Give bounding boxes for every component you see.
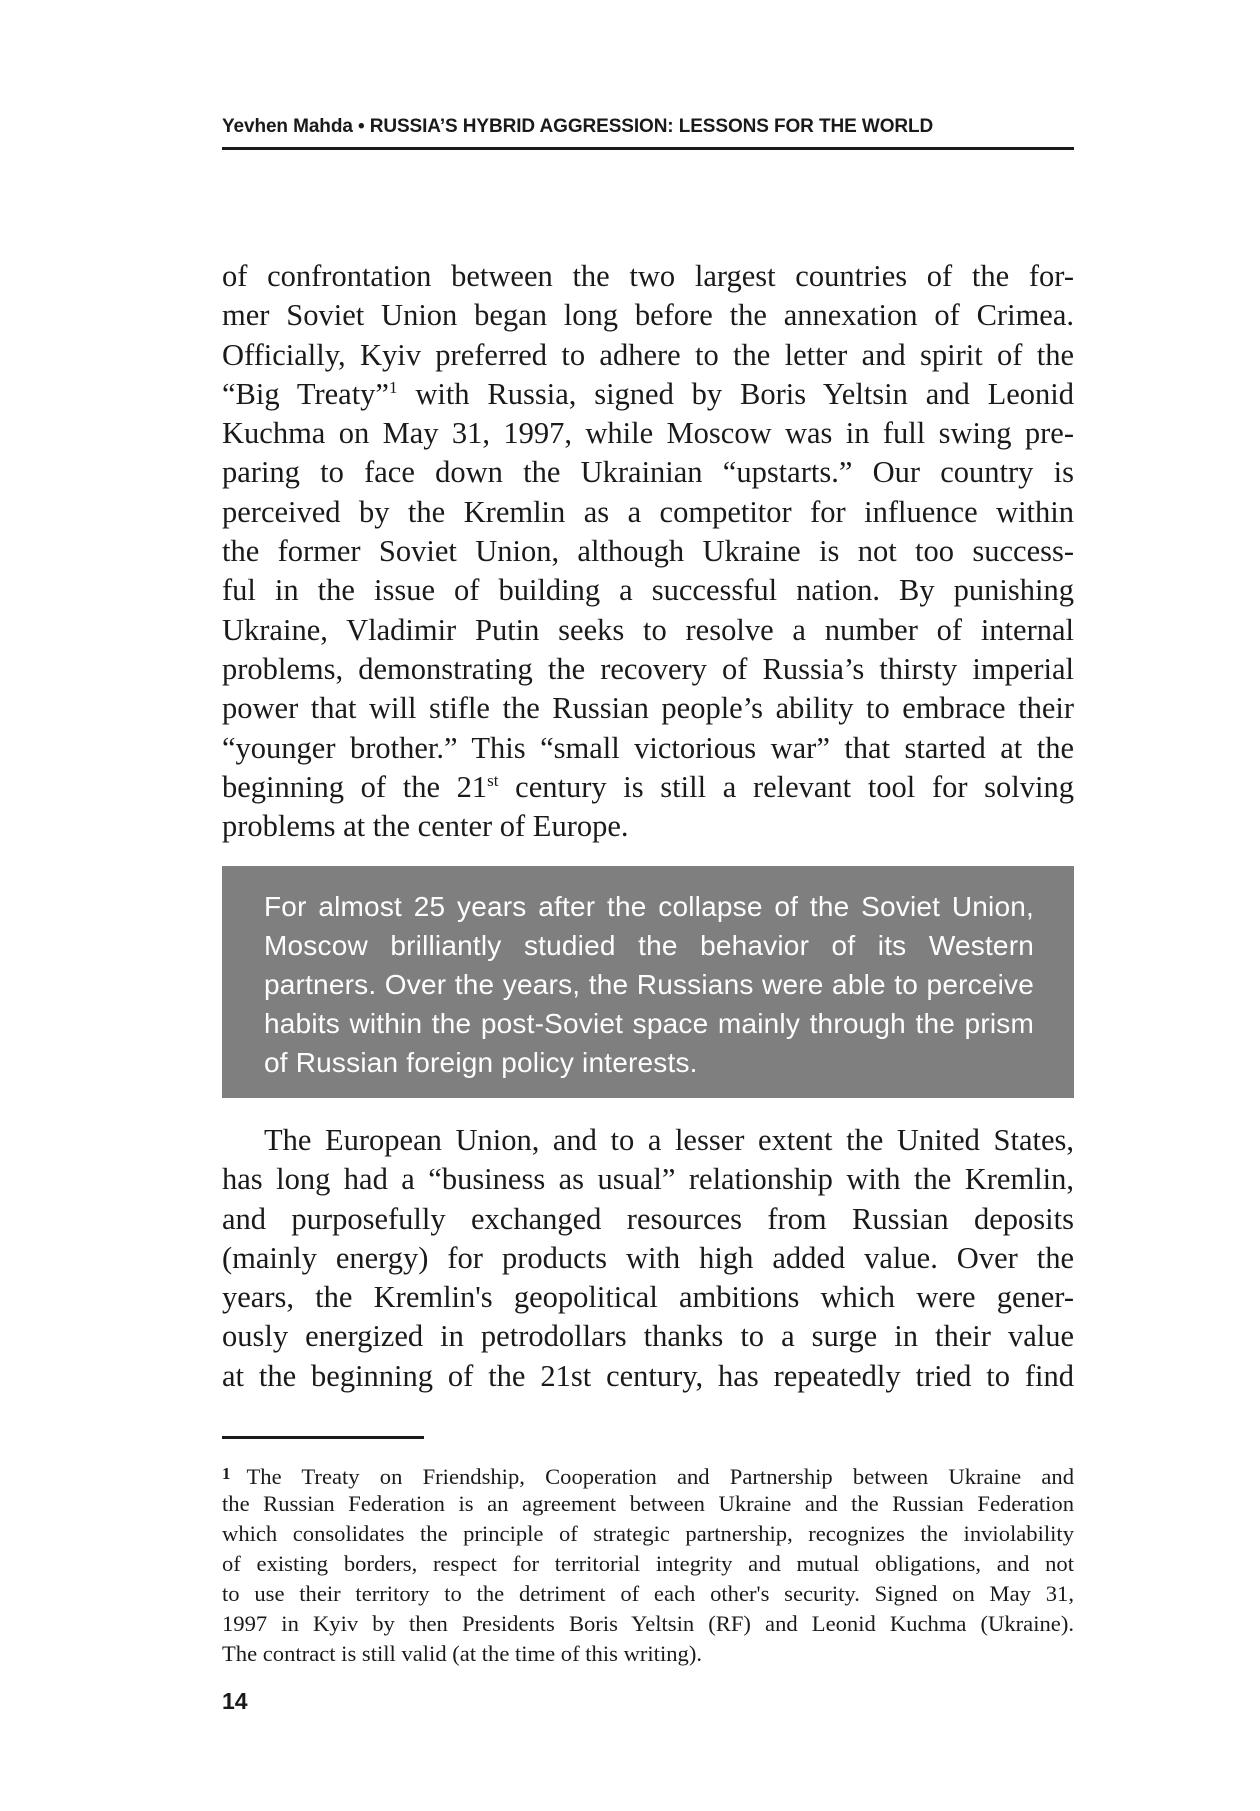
footnote-reference[interactable]: 1 <box>388 377 398 397</box>
body-line: of confrontation between the two largest countries of the for- <box>222 259 1074 293</box>
body-line-rest: with Russia, signed by Boris Yeltsin and Leonid <box>415 376 1075 411</box>
pull-quote-line: habits within the post-Soviet space mainly through the prism <box>264 1008 1034 1039</box>
footnote-line: of existing borders, respect for territorial integrity and mutual obligations, and not <box>222 1551 1074 1576</box>
footnote-line: the Russian Federation is an agreement between Ukraine and the Russian Federation <box>222 1491 1074 1516</box>
pull-quote-line: Moscow brilliantly studied the behavior of its Western <box>264 930 1034 961</box>
header-separator: • <box>357 116 365 137</box>
footnote <box>222 1459 1074 1669</box>
pull-quote-box <box>222 866 1074 1098</box>
body-line: problems, demonstrating the recovery of Russia’s thirsty imperial <box>222 651 1074 686</box>
body-line: perceived by the Kremlin as a competitor for influence within <box>222 494 1074 529</box>
body-line-with-footnote-ref <box>222 375 1074 414</box>
body-line: Kuchma on May 31, 1997, while Moscow was in full swing pre- <box>222 416 1074 451</box>
body-line-with-superscript <box>222 768 1074 807</box>
footnote-line: The contract is still valid (at the time of this writing). <box>222 1641 703 1666</box>
pull-quote-line: For almost 25 years after the collapse of the Soviet Union, <box>264 891 1034 922</box>
body-line: mer Soviet Union began long before the annexation of Crimea. <box>222 298 1074 333</box>
running-header <box>222 116 1074 138</box>
body-line: paring to face down the Ukrainian “upstarts.” Our country is <box>222 455 1074 490</box>
body-line: ously energized in petrodollars thanks to a surge in their value <box>222 1319 1074 1354</box>
body-line: years, the Kremlin's geopolitical ambitions which were gener- <box>222 1280 1074 1315</box>
body-line: “younger brother.” This “small victorious war” that started at the <box>222 730 1074 765</box>
big-treaty-text: “Big Treaty” <box>222 376 389 411</box>
footnote-text: The Treaty on Friendship, Cooperation and Partnership between Ukraine and <box>246 1464 1074 1489</box>
body-line: Ukraine, Vladimir Putin seeks to resolve a number of internal <box>222 612 1074 647</box>
body-line: Officially, Kyiv preferred to adhere to the letter and spirit of the <box>222 337 1074 372</box>
body-line: at the beginning of the 21st century, has repeatedly tried to find <box>222 1358 1074 1393</box>
body-line: the former Soviet Union, although Ukraine is not too success- <box>222 534 1074 569</box>
footnote-number: 1 <box>222 1464 231 1483</box>
header-rule <box>222 147 1074 150</box>
header-author: Yevhen Mahda <box>222 116 353 137</box>
body-line-rest: century is still a relevant tool for solving <box>515 769 1074 804</box>
body-line: has long had a “business as usual” relationship with the Kremlin, <box>222 1162 1074 1197</box>
body-paragraph-2 <box>222 1121 1074 1396</box>
footnote-line: to use their territory to the detriment of each other's security. Signed on May 31, <box>222 1581 1074 1606</box>
body-line: power that will stifle the Russian people’s ability to embrace their <box>222 691 1074 726</box>
page-number: 14 <box>222 1688 248 1714</box>
body-line: and purposefully exchanged resources from Russian deposits <box>222 1201 1074 1236</box>
body-line: (mainly energy) for products with high added value. Over the <box>222 1240 1074 1275</box>
footnote-line <box>222 1459 1074 1489</box>
body-line: The European Union, and to a lesser extent the United States, <box>264 1123 1074 1157</box>
body-line: problems at the center of Europe. <box>222 809 629 844</box>
header-title: RUSSIA’S HYBRID AGGRESSION: LESSONS FOR THE WORLD <box>369 116 934 137</box>
footnote-line: which consolidates the principle of strategic partnership, recognizes the inviolability <box>222 1521 1074 1546</box>
footnote-separator <box>222 1436 424 1439</box>
ordinal-superscript: st <box>487 770 499 790</box>
pull-quote-line: partners. Over the years, the Russians were able to perceive <box>264 969 1034 1000</box>
footnote-line: 1997 in Kyiv by then Presidents Boris Yeltsin (RF) and Leonid Kuchma (Ukraine). <box>222 1611 1074 1636</box>
body-line: ful in the issue of building a successful nation. By punishing <box>222 573 1074 608</box>
pull-quote-line: of Russian foreign policy interests. <box>264 1047 698 1078</box>
body-paragraph-1 <box>222 257 1074 846</box>
century-prefix: beginning of the 21 <box>222 769 488 804</box>
